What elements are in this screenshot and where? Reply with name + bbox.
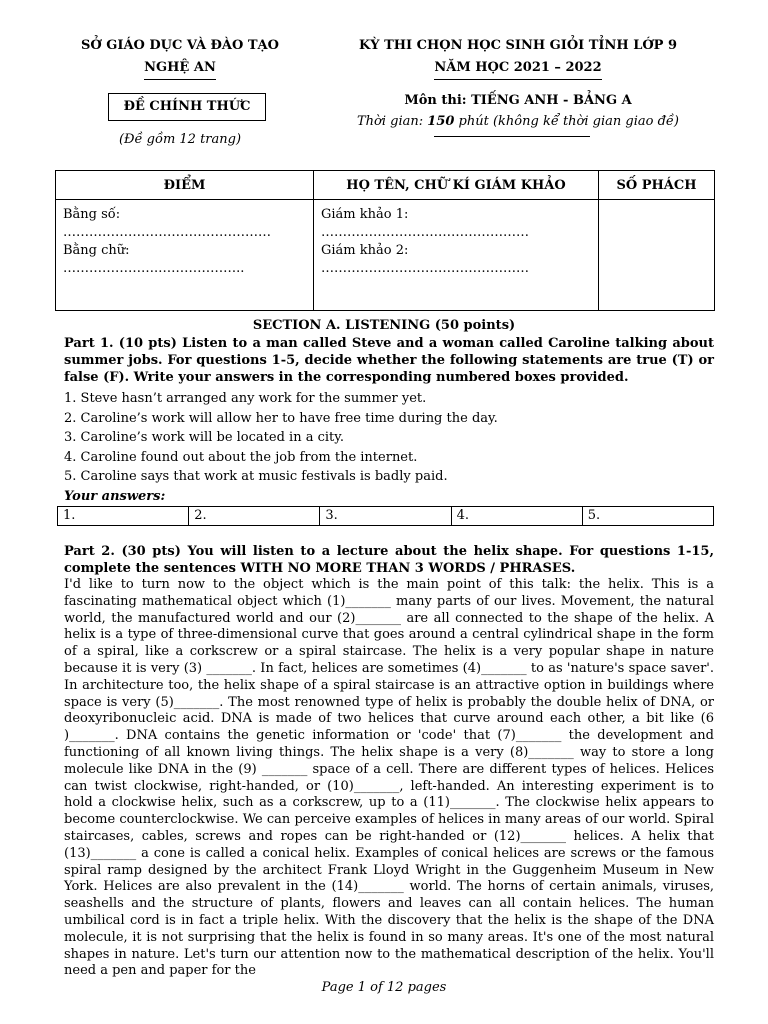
code-cell[interactable]	[599, 200, 715, 311]
exam-title-block	[318, 36, 718, 80]
your-answers-label: Your answers:	[64, 489, 166, 504]
score-digits-label: Bằng số:	[63, 207, 121, 222]
score-digits-dots: …………………………………………	[63, 225, 271, 240]
answer-boxes	[57, 506, 714, 526]
department-name: SỞ GIÁO DỤC VÀ ĐÀO TẠO	[81, 38, 279, 53]
answer-box[interactable]: 2.	[189, 507, 320, 526]
code-header: SỐ PHÁCH	[599, 171, 715, 200]
time-line	[318, 114, 718, 129]
answer-box[interactable]: 1.	[58, 507, 189, 526]
time-value: 150	[427, 114, 455, 129]
statement-item: 1. Steve hasn’t arranged any work for the summer yet.	[64, 391, 427, 406]
subject-line	[318, 93, 718, 108]
subject-value: TIẾNG ANH - BẢNG A	[471, 93, 632, 108]
statement-list	[64, 389, 714, 487]
issuer-block	[60, 36, 300, 80]
time-underline	[434, 136, 590, 137]
statement-item: 4. Caroline found out about the job from the internet.	[64, 449, 418, 465]
score-words-dots: ………………….………………..	[63, 261, 245, 276]
exam-title: KỲ THI CHỌN HỌC SINH GIỎI TỈNH LỚP 9	[358, 38, 678, 53]
score-cell[interactable]	[56, 200, 314, 311]
examiner2-dots: …………………………………………	[321, 261, 529, 276]
answer-box[interactable]: 5.	[582, 507, 713, 526]
examiner-header: HỌ TÊN, CHỮ KÍ GIÁM KHẢO	[314, 171, 599, 200]
statement-item: 5. Caroline says that work at music festivals is badly paid.	[64, 469, 448, 484]
lecture-passage: I'd like to turn now to the object which is the main point of this talk: the helix. This is a fascinating mathematical object which (1)_______ many parts of our lives. Movement, the natural world, the manufactured world and our (2)_______ are all connected to the shape of the helix. A helix is a type of three-dimensional curve that goes around a central cylindrical shape in the form of a spiral, like a corkscrew or a spiral staircase. The helix is a very popular shape in nature because it is very (3) _______. In fact, helices are sometimes (4)_______ to as 'nature's space saver'. In architecture too, the helix shape of a spiral staircase is an attractive option in buildings where space is very (5)_______. The most renowned type of helix is probably the double helix of DNA, or deoxyribonucleic acid. DNA is made of two helices that curve around each other, a bit like (6 )_______. DNA contains the genetic information or 'code' that (7)_______ the development and functioning of all known living things. The helix shape is a very (8)_______ way to store a long molecule like DNA in the (9) _______ space of a cell. There are different types of helices. Helices can twist clockwise, right-handed, or (10)_______, left-handed. An interesting experiment is to hold a clockwise helix, such as a corkscrew, up to a (11)_______. The clockwise helix appears to become counterclockwise. We can perceive examples of helices in many areas of our world. Spiral staircases, cables, screws and ropes can be right-handed or (12)_______ helices. A helix that (13)_______ a cone is called a conical helix. Examples of conical helices are screws or the famous spiral ramp designed by the architect Frank Lloyd Wright in the Guggenheim Museum in New York. Helices are also prevalent in the (14)_______ world. The horns of certain animals, viruses, seashells and the structure of plants, flowers and leaves can all contain helices. The human umbilical cord is in fact a triple helix. With the discovery that the helix is the shape of the DNA molecule, it is not surprising that the helix is found in so many areas. It's one of the most natural shapes in nature. Let's turn our attention now to the mathematical description of the helix. You'll need a pen and paper for the	[64, 577, 714, 979]
examiner1-dots: …………………………………………	[321, 225, 529, 240]
grader-table	[55, 170, 715, 311]
time-prefix: Thời gian:	[357, 114, 428, 129]
part1-instructions: Part 1. (10 pts) Listen to a man called Steve and a woman called Caroline talking about summer jobs. For questions 1-5, decide whether the following statements are true (T) or false (F). Write your answers in the corresponding numbered boxes provided.	[64, 336, 714, 385]
subject-prefix: Môn thi:	[404, 93, 472, 108]
page-footer: Page 1 of 12 pages	[321, 980, 447, 995]
page-count-note: (Đề gồm 12 trang)	[118, 132, 242, 147]
score-header: ĐIỂM	[56, 171, 314, 200]
school-year: NĂM HỌC 2021 – 2022	[434, 58, 601, 80]
examiner1-label: Giám khảo 1:	[321, 207, 409, 222]
official-exam-label: ĐỀ CHÍNH THỨC	[108, 93, 266, 121]
part2-instructions: Part 2. (30 pts) You will listen to a lecture about the helix shape. For questions 1-15, complete the sentences WITH NO MORE THAN 3 WORDS / PHRASES.	[64, 544, 714, 576]
examiner2-label: Giám khảo 2:	[321, 243, 409, 258]
score-words-label: Bằng chữ:	[63, 243, 130, 258]
examiner-cell[interactable]	[314, 200, 599, 311]
province-name: NGHỆ AN	[144, 58, 216, 80]
section-title: SECTION A. LISTENING (50 points)	[252, 318, 516, 333]
statement-item: 2. Caroline’s work will allow her to have free time during the day.	[64, 410, 498, 426]
statement-item: 3. Caroline’s work will be located in a city.	[64, 430, 344, 445]
answer-box[interactable]: 3.	[320, 507, 451, 526]
time-suffix: phút (không kể thời gian giao đề)	[454, 114, 679, 129]
answer-box[interactable]: 4.	[451, 507, 582, 526]
